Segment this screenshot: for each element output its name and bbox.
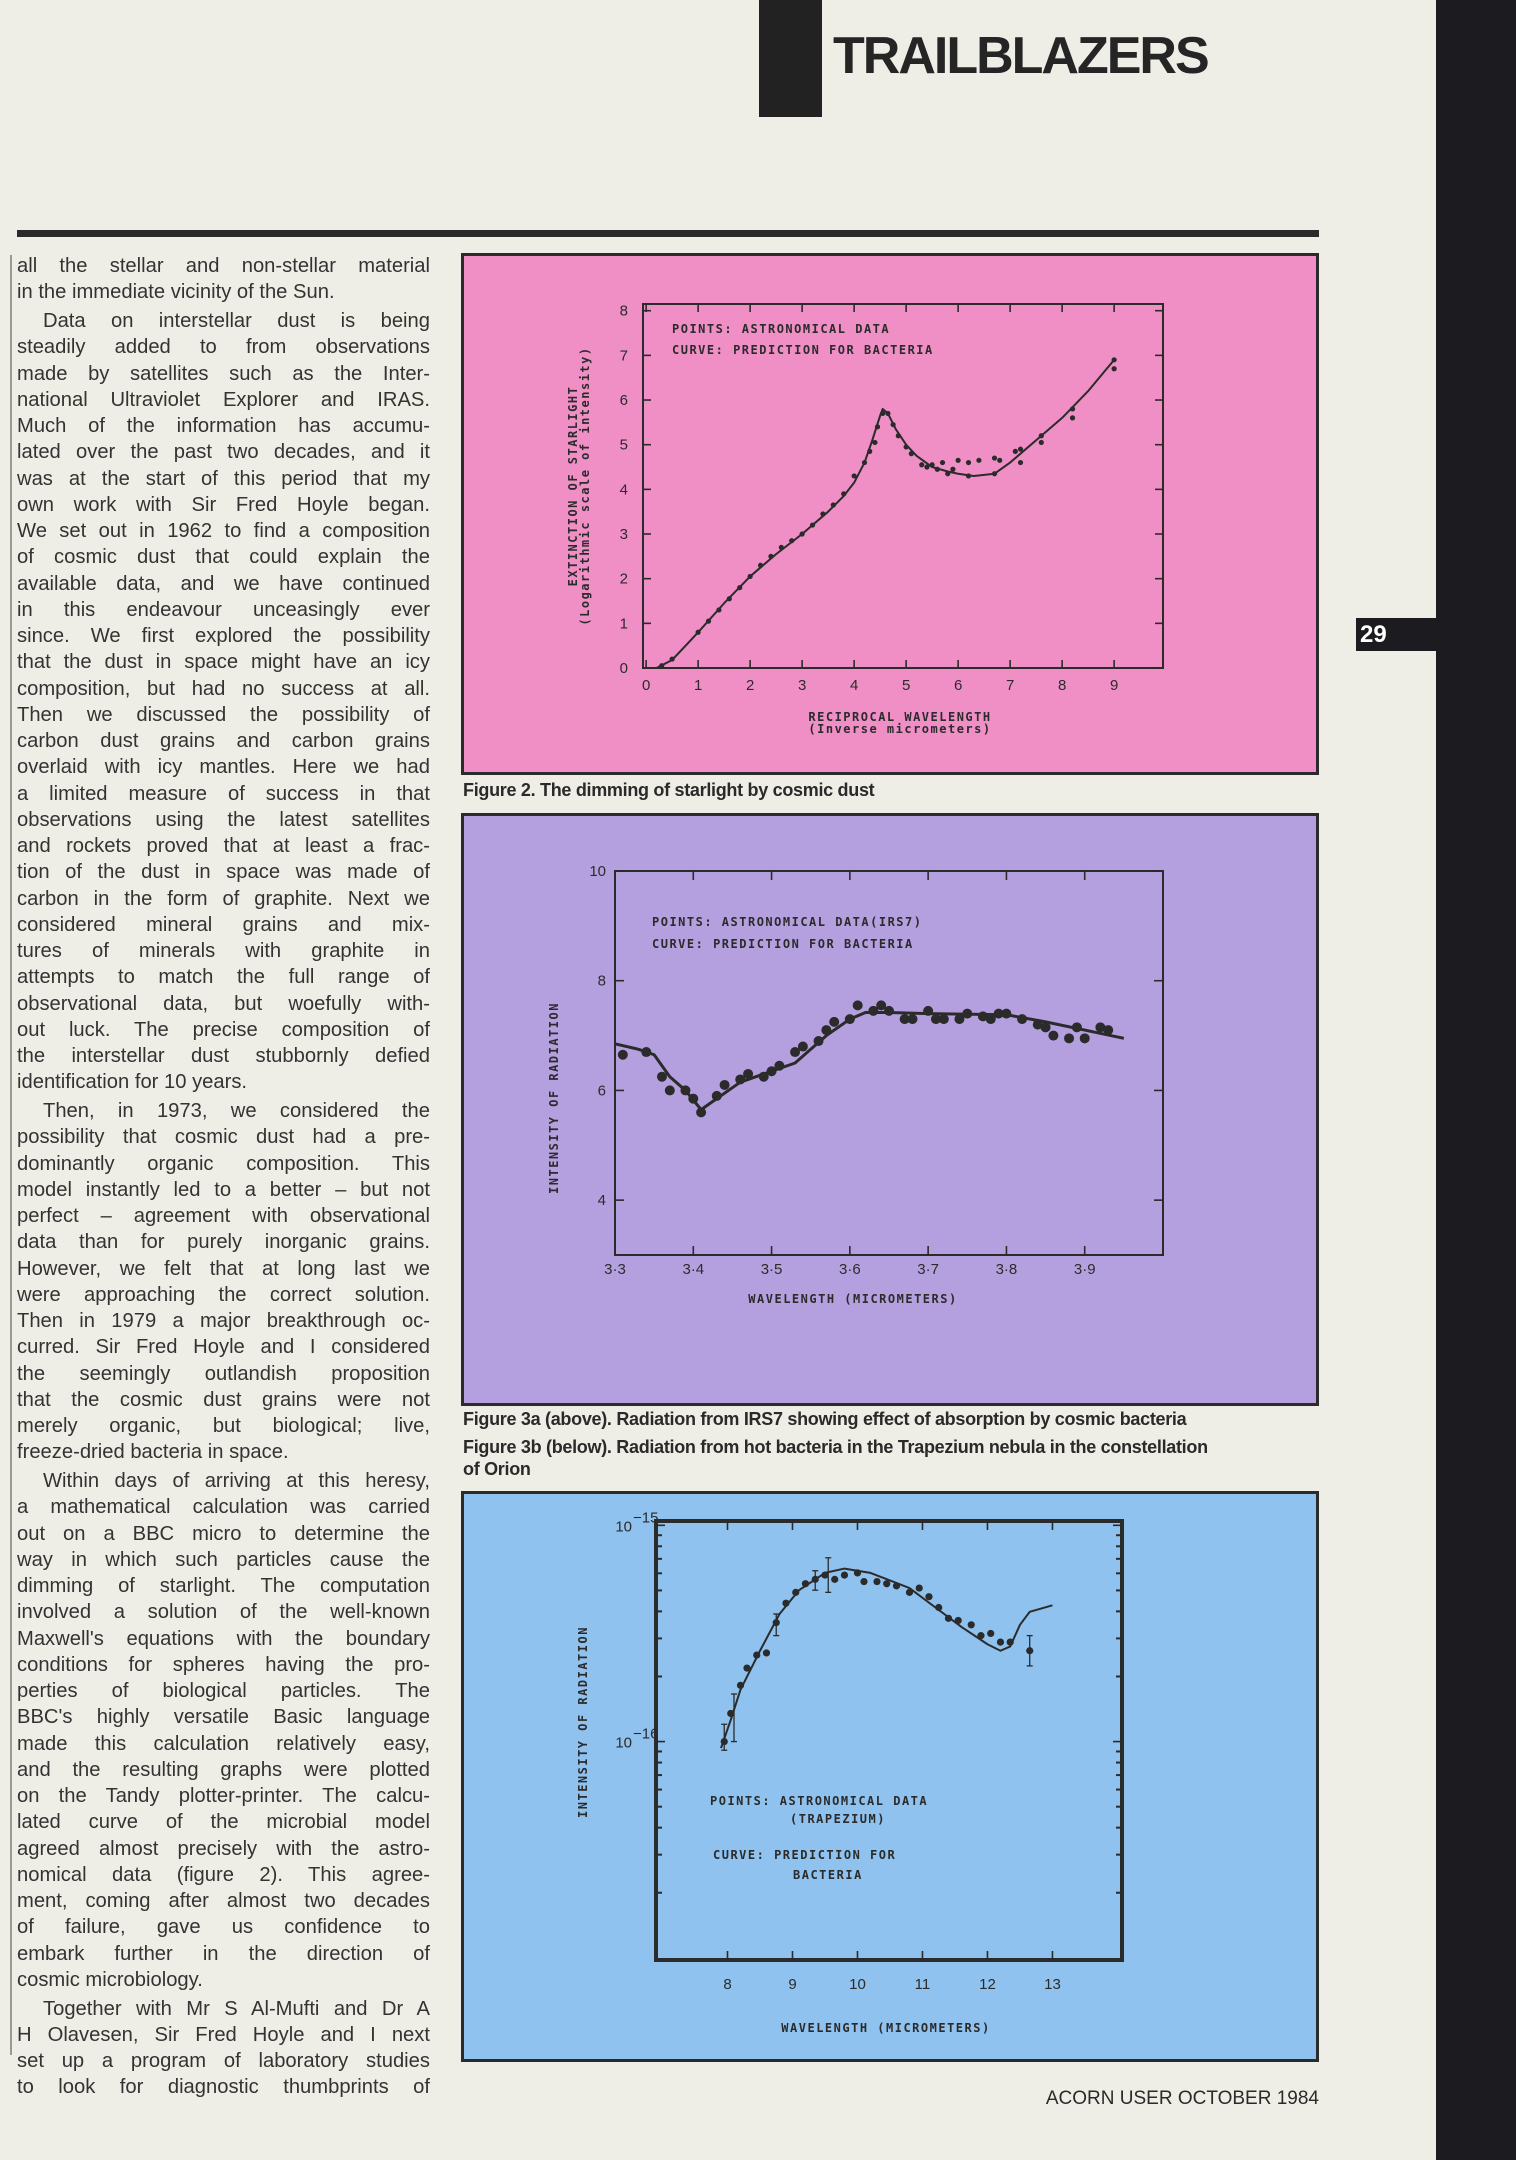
text-line: out on a BBC micro to determine the [17,1522,430,1545]
text-line: involved a solution of the well-known [17,1601,430,1624]
x-tick-label: 13 [1044,1976,1061,1993]
text-line: lated curve of the microbial model [17,1811,430,1834]
x-tick-label: 3·3 [604,1261,626,1278]
y-tick-label: 4 [597,1192,606,1210]
legend-text: POINTS: ASTRONOMICAL DATA(IRS7) [652,915,923,929]
text-line: composition, but had no success at all. [17,677,430,700]
text-line: data than for purely inorganic grains. [17,1231,430,1254]
text-line: since. We first explored the possibility [17,625,430,647]
text-line: cosmic microbiology. [17,1968,203,1991]
text-line: observational data, but woefully with- [17,992,430,1015]
text-line: considered mineral grains and mix- [17,913,430,936]
y-tick-label: 5 [619,436,628,454]
header-block [759,0,822,117]
text-line: out luck. The precise composition of [17,1018,430,1041]
x-tick-label: 12 [979,1976,996,1993]
text-line: tion of the dust in space was made of [17,861,430,884]
text-line: own work with Sir Fred Hoyle began. [17,493,430,516]
x-tick-label: 9 [1109,677,1119,694]
text-line: carbon in the form of graphite. Next we [17,887,430,910]
x-tick-label: 3·6 [839,1261,861,1278]
text-line: were approaching the correct solution. [17,1283,430,1306]
y-tick-exponent: −16 [633,1725,659,1743]
x-tick-label: 9 [788,1976,797,1993]
legend-text: POINTS: ASTRONOMICAL DATA [710,1794,929,1808]
text-line: steadily added to from observations [17,336,430,359]
text-line: Then, in 1973, we considered the [43,1100,430,1122]
text-line: We set out in 1962 to find a composition [17,520,430,542]
text-line: ment, coming after almost two decades [17,1890,430,1912]
x-tick-label: 6 [953,677,963,694]
x-tick-label: 11 [914,1976,931,1993]
header-rule [17,230,1319,237]
text-line: nomical data (figure 2). This agree- [17,1863,430,1886]
x-tick-label: 7 [1005,677,1015,694]
x-tick-label: 4 [849,677,859,694]
x-axis-label: WAVELENGTH (MICROMETERS) [781,2021,991,2035]
page-edge [1436,0,1516,2160]
x-tick-label: 8 [1057,677,1067,694]
text-line: Maxwell's equations with the boundary [17,1627,430,1650]
text-line: However, we felt that at long last we [17,1257,430,1280]
figure-2-panel [461,253,1319,775]
section-title: TRAILBLAZERS [833,27,1208,85]
text-line: made by satellites such as the Inter- [17,362,430,385]
page-number: 29 [1356,618,1436,651]
text-line: Data on interstellar dust is being [43,310,430,332]
y-axis-label: INTENSITY OF RADIATION [547,1002,561,1194]
x-axis-label: RECIPROCAL WAVELENGTH [808,710,992,724]
text-line: that the dust in space might have an icy [17,651,430,674]
paragraph [17,1996,430,2101]
footer-issue: ACORN USER OCTOBER 1984 [1045,2088,1319,2109]
y-tick-label: 1 [619,615,628,633]
text-line: possibility that cosmic dust had a pre- [17,1126,430,1149]
text-line: carbon dust grains and carbon grains [17,730,430,752]
y-tick-label: 3 [619,526,628,544]
text-line: Then we discussed the possibility of [17,703,430,726]
figure-3b-caption-cont: of Orion [463,1459,531,1479]
y-axis-label: INTENSITY OF RADIATION [576,1626,590,1818]
text-line: merely organic, but biological; live, [17,1415,430,1437]
x-tick-label: 3·5 [760,1261,783,1278]
text-line: a limited measure of success in that [17,782,430,805]
legend-text: CURVE: PREDICTION FOR [713,1848,897,1862]
x-tick-label: 2 [745,677,755,694]
figure-3a-panel [461,813,1319,1406]
text-line: curred. Sir Fred Hoyle and I considered [17,1336,430,1359]
y-tick-label: 2 [619,570,628,588]
text-line: in the immediate vicinity of the Sun. [17,281,335,304]
text-line: agreed almost precisely with the astro- [17,1837,430,1860]
x-tick-label: 0 [641,677,651,694]
text-line: identification for 10 years. [17,1071,248,1094]
y-tick-label: 6 [619,392,628,410]
x-tick-label: 8 [723,1976,732,1993]
text-line: Together with Mr S Al-Mufti and Dr A [43,1997,430,2020]
text-line: observations using the latest satellites [17,808,430,831]
text-line: and rockets proved that at least a frac- [17,835,430,857]
column-rule [10,255,12,2055]
y-axis-label: (Logarithmic scale of intensity) [578,346,592,626]
text-line: of failure, gave us confidence to [17,1916,430,1939]
text-line: dimming of starlight. The computation [17,1575,430,1597]
figure-3b-caption: Figure 3b (below). Radiation from hot bacteria in the Trapezium nebula in the constellation [463,1437,1208,1457]
paragraph [17,1098,430,1466]
text-line: on the Tandy plotter-printer. The calcu- [17,1785,430,1807]
text-line: way in which such particles cause the [17,1548,430,1571]
x-tick-label: 1 [693,677,703,694]
article-column [17,253,430,2101]
text-line: freeze-dried bacteria in space. [17,1441,289,1464]
text-line: overlaid with icy mantles. Here we had [17,756,430,779]
x-tick-label: 3·9 [1073,1261,1096,1278]
x-tick-label: 3 [797,677,807,694]
text-line: in this endeavour unceasingly ever [17,598,430,621]
text-line: model instantly led to a better – but not [17,1178,430,1201]
text-line: BBC's highly versatile Basic language [17,1706,430,1729]
text-line: lated over the past two decades, and it [17,441,430,464]
text-line: H Olavesen, Sir Fred Hoyle and I next [17,2023,430,2046]
figure-3b-panel [461,1491,1319,2062]
y-tick-label: 0 [619,660,628,677]
paragraph [17,253,430,306]
y-tick-label: 4 [619,481,628,499]
x-tick-label: 3·4 [682,1261,705,1278]
y-tick-label: 10 [615,1518,632,1536]
text-line: of cosmic dust that could explain the [17,546,430,569]
legend-text: BACTERIA [793,1868,863,1882]
figure-2-caption: Figure 2. The dimming of starlight by cosmic dust [463,780,875,800]
y-tick-label: 7 [619,347,628,365]
text-line: attempts to match the full range of [17,966,430,989]
legend-text: (TRAPEZIUM) [790,1812,886,1826]
y-tick-exponent: −15 [633,1509,659,1527]
x-tick-label: 3·8 [995,1261,1018,1278]
text-line: Within days of arriving at this heresy, [43,1470,430,1492]
text-line: tures of minerals with graphite in [17,940,430,962]
x-axis-label: WAVELENGTH (MICROMETERS) [748,1292,958,1306]
y-tick-label: 8 [619,302,628,320]
figure-3a-caption: Figure 3a (above). Radiation from IRS7 showing effect of absorption by cosmic bacteria [463,1409,1187,1429]
paragraph [17,1468,430,1993]
y-tick-label: 10 [615,1734,632,1752]
text-line: and the resulting graphs were plotted [17,1758,430,1781]
text-line: perties of biological particles. The [17,1680,430,1702]
text-line: that the cosmic dust grains were not [17,1388,430,1411]
text-line: conditions for spheres having the pro- [17,1653,430,1676]
legend-text: POINTS: ASTRONOMICAL DATA [672,322,891,336]
text-line: perfect – agreement with observational [17,1205,430,1227]
text-line: Much of the information has accumu- [17,415,430,437]
legend-text: CURVE: PREDICTION FOR BACTERIA [672,343,934,357]
text-line: embark further in the direction of [17,1942,430,1965]
text-line: Then in 1979 a major breakthrough oc- [17,1310,430,1332]
y-axis-label: EXTINCTION OF STARLIGHT [566,385,580,587]
legend-text: CURVE: PREDICTION FOR BACTERIA [652,937,914,951]
text-line: set up a program of laboratory studies [17,2050,430,2072]
text-line: a mathematical calculation was carried [17,1496,430,1519]
text-line: was at the start of this period that my [17,467,430,490]
text-line: all the stellar and non-stellar material [17,255,430,277]
text-line: to look for diagnostic thumbprints of [17,2076,430,2099]
x-axis-label: (Inverse micrometers) [808,722,992,736]
text-line: available data, and we have continued [17,572,430,595]
y-tick-label: 8 [597,972,606,990]
x-tick-label: 3·7 [917,1261,939,1278]
text-line: the interstellar dust stubbornly defied [17,1045,430,1067]
x-tick-label: 5 [901,677,911,694]
text-line: the seemingly outlandish proposition [17,1362,430,1385]
paragraph [17,308,430,1096]
x-tick-label: 10 [849,1976,866,1993]
text-line: made this calculation relatively easy, [17,1732,430,1755]
y-tick-label: 6 [597,1082,606,1100]
text-line: dominantly organic composition. This [17,1152,430,1175]
y-tick-label: 10 [589,863,606,880]
text-line: national Ultraviolet Explorer and IRAS. [17,388,430,411]
